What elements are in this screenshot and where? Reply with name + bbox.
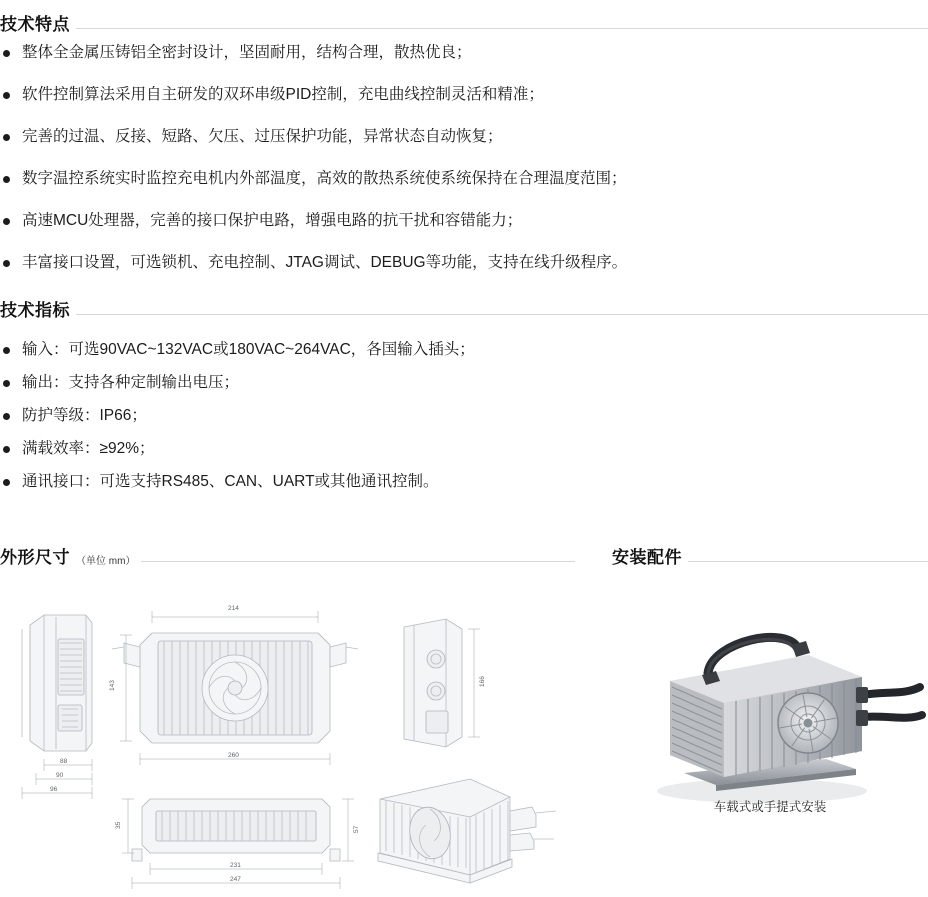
- list-item: [0, 158, 928, 200]
- svg-text:96: 96: [50, 786, 58, 793]
- list-item-text: 软件控制算法采用自主研发的双环串级PID控制，充电曲线控制灵活和精准；: [22, 85, 544, 103]
- list-item-text: 数字温控系统实时监控充电机内外部温度，高效的散热系统使系统保持在合理温度范围；: [22, 169, 627, 187]
- list-item: [0, 433, 700, 466]
- bullet-icon: [3, 218, 10, 225]
- bullet-icon: [3, 479, 10, 486]
- list-item-text: 通讯接口：可选支持RS485、CAN、UART或其他通讯控制。: [22, 473, 439, 491]
- list-item-text: 防护等级：IP66；: [22, 407, 147, 425]
- bullet-icon: [3, 380, 10, 387]
- dimensions-heading: 外形尺寸: [0, 548, 70, 567]
- list-item-text: 完善的过温、反接、短路、欠压、过压保护功能，异常状态自动恢复；: [22, 127, 503, 145]
- bullet-icon: [3, 260, 10, 267]
- features-list: [0, 32, 928, 284]
- list-item-text: 输出：支持各种定制输出电压；: [22, 374, 240, 392]
- accessory-caption: 车载式或手提式安装: [713, 800, 827, 814]
- svg-text:231: 231: [230, 862, 241, 869]
- svg-text:143: 143: [109, 680, 116, 691]
- dimensions-heading-row: [0, 543, 575, 568]
- list-item: [0, 367, 700, 400]
- list-item: [0, 334, 700, 367]
- list-item: [0, 242, 928, 284]
- bullet-icon: [3, 347, 10, 354]
- accessory-photo-block: [612, 583, 928, 893]
- isometric-view: [378, 779, 556, 883]
- side-view-left: [22, 615, 92, 799]
- svg-text:214: 214: [228, 605, 239, 612]
- charger-photo: [612, 583, 928, 893]
- bullet-icon: [3, 176, 10, 183]
- bullet-icon: [3, 92, 10, 99]
- front-view-bottom: [115, 799, 360, 889]
- specs-heading: 技术指标: [0, 301, 70, 320]
- unit-note: （单位 mm）: [76, 556, 136, 567]
- svg-text:88: 88: [60, 758, 68, 765]
- list-item: [0, 74, 928, 116]
- list-item: [0, 400, 700, 433]
- specs-heading-row: [0, 296, 928, 321]
- bullet-icon: [3, 134, 10, 141]
- svg-text:166: 166: [479, 676, 486, 687]
- heading-rule: [688, 561, 928, 562]
- side-view-right: [404, 619, 486, 747]
- svg-text:260: 260: [228, 752, 239, 759]
- bullet-icon: [3, 50, 10, 57]
- list-item-text: 满载效率：≥92%；: [22, 440, 155, 458]
- heading-rule: [76, 28, 928, 29]
- accessories-heading: 安装配件: [612, 548, 682, 567]
- specs-list: [0, 334, 700, 499]
- list-item-text: 丰富接口设置，可选锁机、充电控制、JTAG调试、DEBUG等功能，支持在线升级程序。: [22, 253, 628, 271]
- svg-text:57: 57: [353, 825, 360, 833]
- features-heading: 技术特点: [0, 15, 70, 34]
- list-item-text: 输入：可选90VAC~132VAC或180VAC~264VAC，各国输入插头；: [22, 341, 475, 359]
- svg-text:90: 90: [56, 772, 64, 779]
- list-item: [0, 116, 928, 158]
- list-item-text: 整体全金属压铸铝全密封设计，坚固耐用，结构合理，散热优良；: [22, 43, 472, 61]
- top-view-center: [109, 605, 358, 765]
- dimension-drawings: [0, 583, 580, 893]
- accessories-heading-row: [612, 543, 928, 568]
- list-item: [0, 32, 928, 74]
- svg-text:247: 247: [230, 876, 241, 883]
- list-item: [0, 200, 928, 242]
- bullet-icon: [3, 413, 10, 420]
- heading-rule: [141, 561, 575, 562]
- svg-text:35: 35: [115, 821, 122, 829]
- list-item: [0, 466, 700, 499]
- list-item-text: 高速MCU处理器，完善的接口保护电路，增强电路的抗干扰和容错能力；: [22, 211, 523, 229]
- heading-rule: [76, 314, 928, 315]
- bullet-icon: [3, 446, 10, 453]
